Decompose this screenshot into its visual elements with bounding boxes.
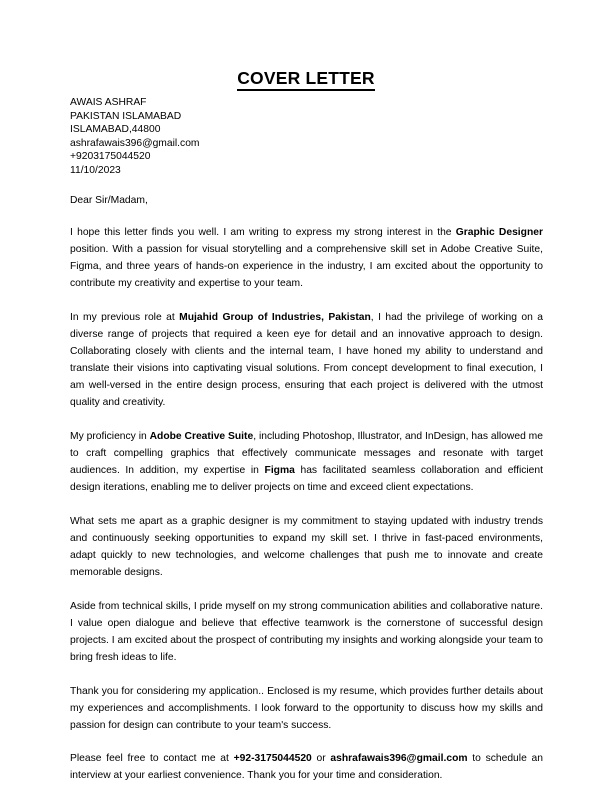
paragraph-differentiator [70,513,543,581]
sender-phone: +9203175044520 [70,151,151,163]
page-title-text: COVER LETTER [237,69,375,91]
paragraph-contact [70,750,543,784]
paragraph-experience [70,309,543,412]
body-text: Please feel free to contact me at [70,753,234,765]
body-text: to schedule an interview at your earliest convenience. Thank you for your time and consideration. [70,753,543,782]
body-text: My proficiency in [70,430,150,442]
body-text: In my previous role at [70,311,180,323]
emphasis-text: Mujahid Group of Industries, Pakistan [179,311,371,323]
paragraph-closing-thanks [70,683,543,734]
body-text: , I had the privilege of working on a diverse range of projects that required a keen eye for detail and an innovative approach to design. Collaborating closely with clients and the internal team, I have honed my ability to understand and translate their visions into captivating visual solutions. From concept development to final execution, I am well-versed in the entire design process, ensuring that each project is delivered with the utmost quality and creativity. [70,311,544,409]
emphasis-text: Graphic Designer [455,227,543,238]
emphasis-text: +92-3175044520 [233,753,312,765]
body-text: or [311,753,331,765]
body-text: position. With a passion for visual storytelling and a comprehensive skill set in Adobe Creative Suite, Figma, and three years of hands-on experience in the industry, I am excited about the opportunity to contribute my creativity and expertise to your team. [70,244,543,290]
sender-email: ashrafawais396@gmail.com [70,137,200,149]
emphasis-text: ashrafawais396@gmail.com [330,753,468,765]
paragraph-intro [70,224,543,292]
body-text: Aside from technical skills, I pride myself on my strong communication abilities and collaborative nature. I value open dialogue and believe that effective teamwork is the cornerstone of successful design projects. I am excited about the prospect of contributing my insights and working alongside your team to bring fresh ideas to life. [70,600,543,663]
sender-country-city: PAKISTAN ISLAMABAD [70,110,182,122]
body-text: Thank you for considering my application.. Enclosed is my resume, which provides further details about my experiences and accomplishments. I look forward to the opportunity to discuss how my skills and passion for design can contribute to your team's success. [70,685,543,731]
body-text: has facilitated seamless collaboration and efficient design iterations, enabling me to deliver projects on time and exceed client expectations. [70,465,543,494]
sender-contact-block [70,96,370,178]
letter-body [70,224,543,785]
page-title [0,68,612,91]
paragraph-soft-skills [70,598,543,666]
emphasis-text: Adobe Creative Suite [149,430,254,442]
sender-name: AWAIS ASHRAF [70,97,147,108]
sender-city-zip: ISLAMABAD,44800 [70,124,161,136]
body-text: I hope this letter finds you well. I am writing to express my strong interest in the [70,227,456,238]
body-text: , including Photoshop, Illustrator, and InDesign, has allowed me to craft compelling graphics that effectively communicate messages and resonate with target audiences. In addition, my expertise in [70,430,543,477]
emphasis-text: Figma [264,465,295,477]
paragraph-skills [70,428,543,496]
letter-date: 11/10/2023 [70,164,121,176]
body-text: What sets me apart as a graphic designer is my commitment to staying updated with industry trends and continuously seeking opportunities to expand my skill set. I thrive in fast-paced environments, adapt quickly to new technologies, and welcome challenges that push me to innovate and create memorable designs. [70,515,543,579]
salutation: Dear Sir/Madam, [70,195,148,206]
